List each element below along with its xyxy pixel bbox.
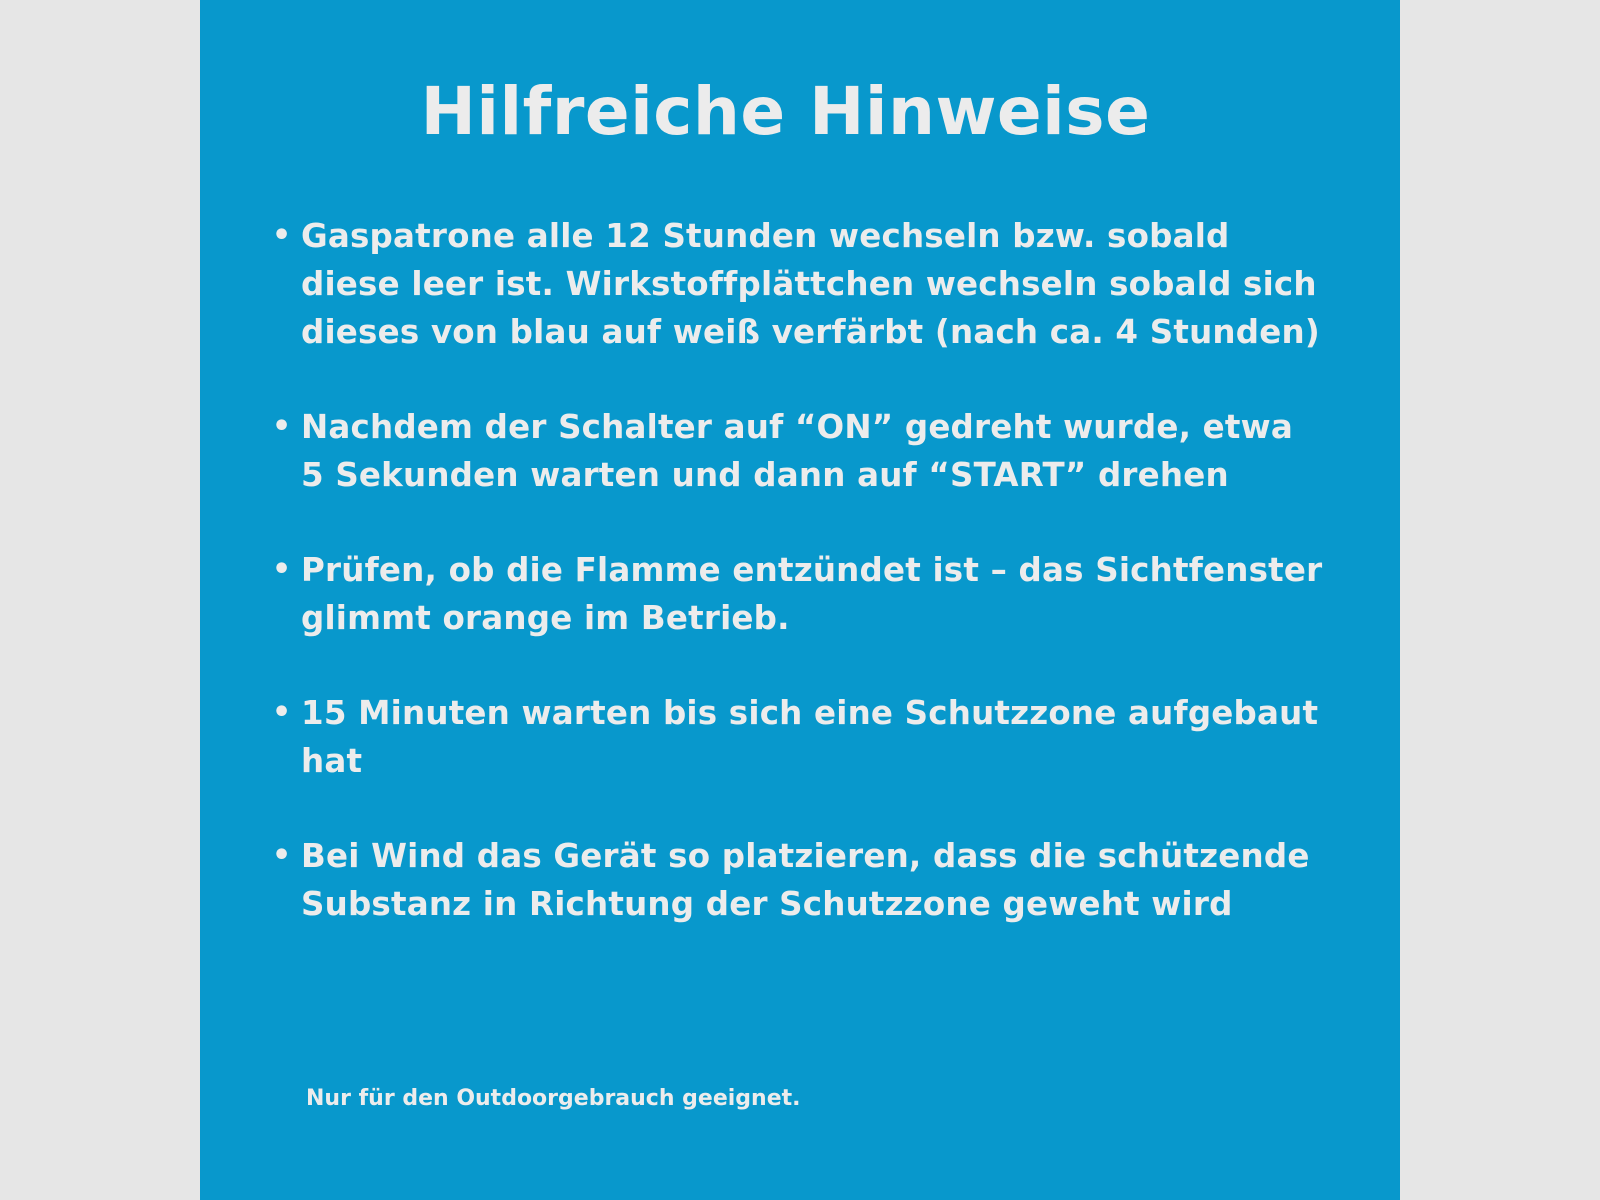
hint-line: Gaspatrone alle 12 Stunden wechseln bzw. sobald bbox=[301, 217, 1230, 255]
footnote: Nur für den Outdoorgebrauch geeignet. bbox=[306, 1086, 801, 1111]
bullet-icon: • bbox=[272, 218, 292, 253]
hint-line: hat bbox=[301, 742, 363, 780]
list-item bbox=[272, 832, 1312, 928]
hint-line: Nachdem der Schalter auf “ON” gedreht wurde, etwa bbox=[301, 408, 1293, 446]
hint-line: diese leer ist. Wirkstoffplättchen wechseln sobald sich bbox=[301, 265, 1317, 303]
bullet-icon: • bbox=[272, 695, 292, 730]
hint-line: glimmt orange im Betrieb. bbox=[301, 599, 790, 637]
hint-line: dieses von blau auf weiß verfärbt (nach ca. 4 Stunden) bbox=[301, 313, 1320, 351]
hint-line: Prüfen, ob die Flamme entzündet ist – das Sichtfenster bbox=[301, 551, 1323, 589]
list-item bbox=[272, 546, 1323, 642]
hints-list bbox=[272, 212, 1323, 975]
list-item bbox=[272, 689, 1319, 785]
hint-line: 5 Sekunden warten und dann auf “START” drehen bbox=[301, 456, 1229, 494]
info-panel bbox=[200, 0, 1400, 1200]
list-item bbox=[272, 212, 1320, 356]
hint-line: 15 Minuten warten bis sich eine Schutzzone aufgebaut bbox=[301, 694, 1319, 732]
list-item bbox=[272, 403, 1312, 499]
bullet-icon: • bbox=[272, 838, 292, 873]
bullet-icon: • bbox=[272, 552, 292, 587]
hint-line: Bei Wind das Gerät so platzieren, dass die schützende bbox=[301, 837, 1310, 875]
bullet-icon: • bbox=[272, 409, 292, 444]
hint-line: Substanz in Richtung der Schutzzone geweht wird bbox=[301, 885, 1233, 923]
page-title: Hilfreiche Hinweise bbox=[420, 73, 1151, 150]
